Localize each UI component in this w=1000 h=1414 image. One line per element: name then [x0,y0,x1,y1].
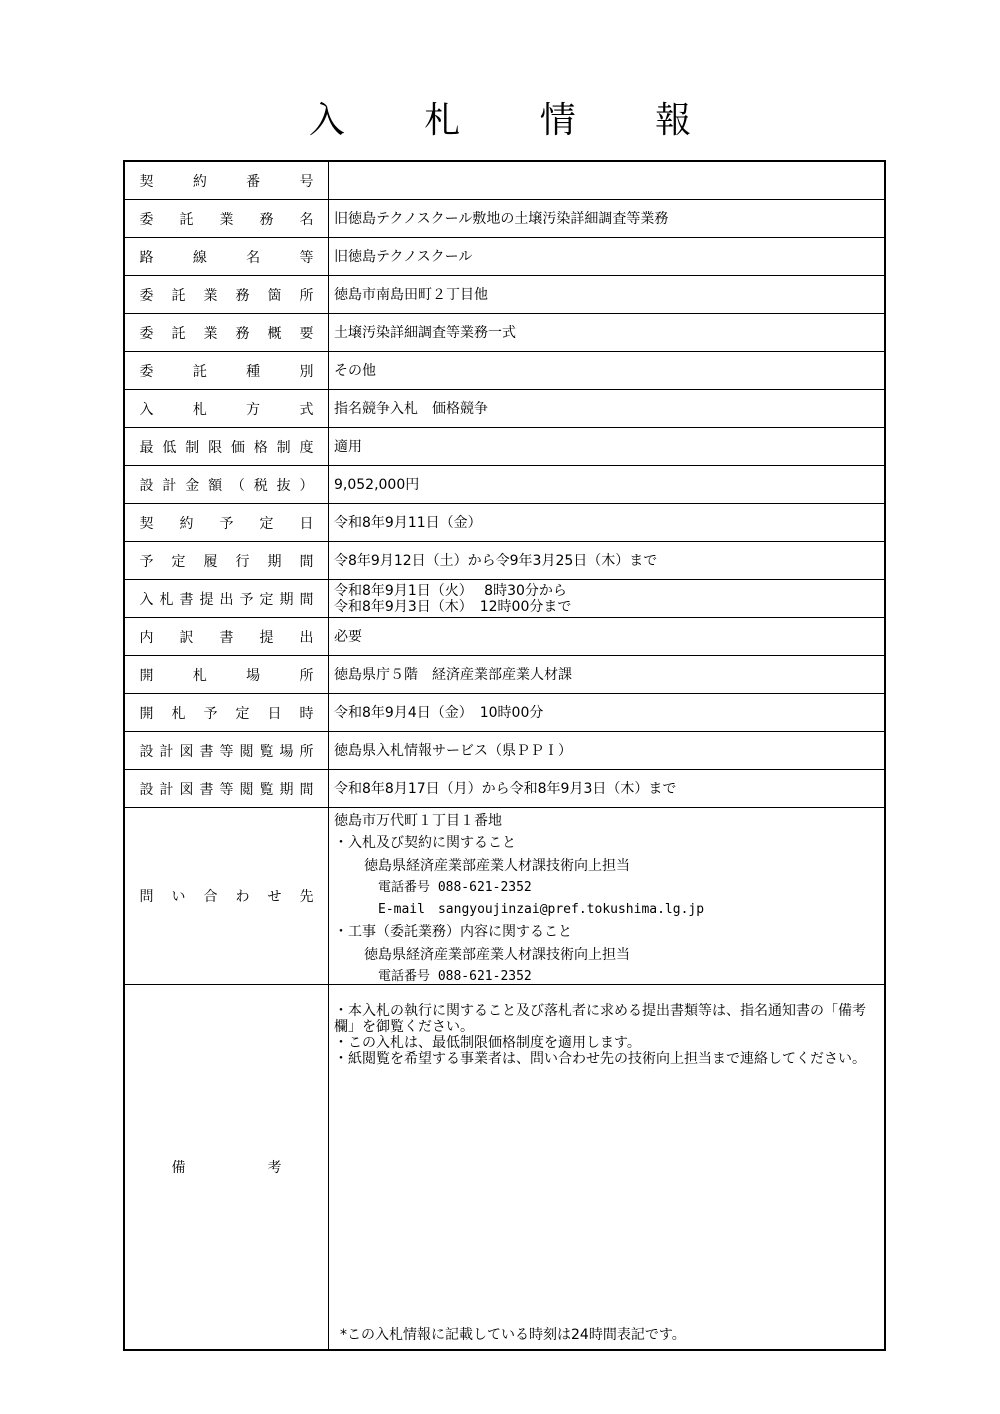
row-contract-number [125,162,884,200]
label-task-summary: 委託業務概要 [139,325,314,342]
label-route-name: 路線名等 [139,249,314,266]
value-task-location: 徳島市南島田町２丁目他 [334,286,488,303]
bid-info-table [123,160,886,1351]
row-design-amount [125,466,884,504]
remarks-line-3: ・紙閲覧を希望する事業者は、問い合わせ先の技術向上担当まで連絡してください。 [334,1051,866,1067]
contact-work-heading: ・工事（委託業務）内容に関すること [334,924,572,941]
row-route-name [125,238,884,276]
contact-address: 徳島市万代町１丁目１番地 [334,813,502,829]
value-performance-period: 令8年9月12日（土）から令9年3月25日（木）まで [334,552,658,569]
value-task-name: 旧徳島テクノスクール敷地の土壌汚染詳細調査等業務 [334,210,669,227]
value-design-amount: 9,052,000円 [334,476,420,493]
label-performance-period: 予定履行期間 [139,553,314,570]
row-viewing-period [125,770,884,808]
label-task-type: 委託種別 [139,363,314,380]
value-bid-submission-start: 令和8年9月1日（火） 8時30分から [334,582,567,599]
value-contract-date: 令和8年9月11日（金） [334,514,482,531]
remarks-line-2: ・この入札は、最低制限価格制度を適用します。 [334,1035,641,1051]
label-bid-submission-period: 入札書提出予定期間 [139,591,314,608]
row-bid-method [125,390,884,428]
label-task-name: 委託業務名 [139,211,314,228]
value-task-summary: 土壌汚染詳細調査等業務一式 [334,324,516,341]
row-remarks [125,985,884,1349]
contact-bid-email[interactable]: E-mail sangyoujinzai@pref.tokushima.lg.jp [378,902,705,918]
label-contract-date: 契約予定日 [139,515,314,532]
row-bid-submission-period [125,580,884,618]
label-opening-place: 開札場所 [139,667,314,684]
row-min-price-system [125,428,884,466]
row-task-name [125,200,884,238]
contact-work-dept: 徳島県経済産業部産業人材課技術向上担当 [364,946,630,963]
label-task-location: 委託業務箇所 [139,287,314,304]
label-bid-method: 入札方式 [139,401,314,418]
row-viewing-place [125,732,884,770]
contact-bid-heading: ・入札及び契約に関すること [334,835,516,852]
label-viewing-place: 設計図書等閲覧場所 [139,743,314,760]
contact-bid-dept: 徳島県経済産業部産業人材課技術向上担当 [364,857,630,874]
label-viewing-period: 設計図書等閲覧期間 [139,781,314,798]
value-task-type: その他 [334,362,376,379]
label-design-amount: 設計金額（税抜） [139,477,314,494]
row-contact [125,808,884,985]
value-bid-method: 指名競争入札 価格競争 [334,400,488,417]
value-route-name: 旧徳島テクノスクール [334,248,473,265]
row-task-location [125,276,884,314]
contact-work-phone: 電話番号 088-621-2352 [378,969,532,985]
value-breakdown-submission: 必要 [334,628,362,645]
row-breakdown-submission [125,618,884,656]
value-viewing-period: 令和8年8月17日（月）から令和8年9月3日（木）まで [334,780,677,797]
value-opening-datetime: 令和8年9月4日（金） 10時00分 [334,704,544,721]
label-remarks: 備考 [171,1160,282,1176]
row-contract-date [125,504,884,542]
label-contact: 問い合わせ先 [139,889,314,905]
page-title: 入 札 情 報 [308,100,726,141]
row-task-type [125,352,884,390]
value-bid-submission-end: 令和8年9月3日（木） 12時00分まで [334,598,572,615]
remarks-time-note: *この入札情報に記載している時刻は24時間表記です。 [340,1327,686,1343]
label-breakdown-submission: 内訳書提出 [139,629,314,646]
remarks-line-1: ・本入札の執行に関すること及び落札者に求める提出書類等は、指名通知書の「備考欄」を御覧ください。 [334,1003,866,1035]
value-opening-place: 徳島県庁５階 経済産業部産業人材課 [334,666,572,683]
label-min-price-system: 最低制限価格制度 [139,439,314,456]
value-viewing-place: 徳島県入札情報サービス（県ＰＰＩ） [334,742,572,759]
row-task-summary [125,314,884,352]
contact-bid-phone: 電話番号 088-621-2352 [378,879,532,895]
label-opening-datetime: 開札予定日時 [139,705,314,722]
row-performance-period [125,542,884,580]
label-contract-number: 契約番号 [139,173,314,190]
row-opening-place [125,656,884,694]
row-opening-datetime [125,694,884,732]
value-min-price-system: 適用 [334,438,362,455]
